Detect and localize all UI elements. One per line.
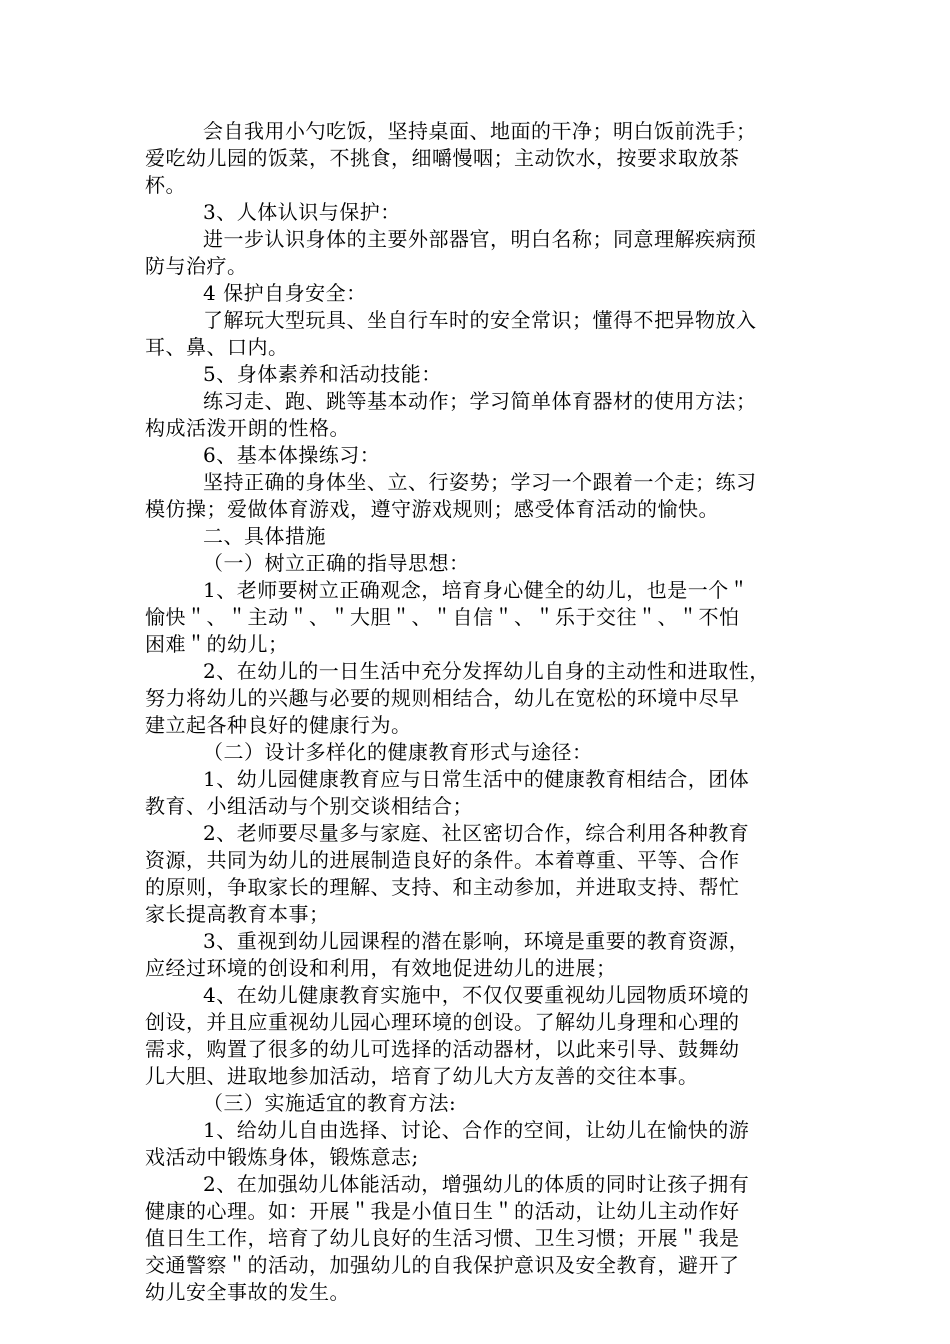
body-line: 2、在幼儿的一日生活中充分发挥幼儿自身的主动性和进取性， [203,659,770,683]
body-line: 建立起各种良好的健康行为。 [145,713,412,737]
document-body [145,118,810,1306]
subsection-heading: （一）树立正确的指导思想： [203,551,470,575]
body-line: 努力将幼儿的兴趣与必要的规则相结合，幼儿在宽松的环境中尽早 [145,686,740,710]
subsection-heading: （二）设计多样化的健康教育形式与途径： [203,740,593,764]
body-line: 健康的心理。如：开展＂我是小值日生＂的活动，让幼儿主动作好 [145,1199,740,1223]
body-line: 家长提高教育本事； [145,902,330,926]
section-heading: 二、具体措施 [203,524,326,548]
body-line: 坚持正确的身体坐、立、行姿势；学习一个跟着一个走；练习 [203,470,757,494]
body-line: 戏活动中锻炼身体，锻炼意志; [145,1145,419,1169]
body-line: 资源，共同为幼儿的进展制造良好的条件。本着尊重、平等、合作 [145,848,740,872]
body-line: 防与治疗。 [145,254,248,278]
subsection-heading: （三）实施适宜的教育方法: [203,1091,457,1115]
body-line: 3、重视到幼儿园课程的潜在影响，环境是重要的教育资源， [203,929,750,953]
body-line: 1、给幼儿自由选择、讨论、合作的空间，让幼儿在愉快的游 [203,1118,750,1142]
body-line: 1、幼儿园健康教育应与日常生活中的健康教育相结合，团体 [203,767,750,791]
body-line: 杯。 [145,173,186,197]
body-line: 需求，购置了很多的幼儿可选择的活动器材，以此来引导、鼓舞幼 [145,1037,740,1061]
body-line: 1、老师要树立正确观念，培育身心健全的幼儿，也是一个＂ [203,578,750,602]
body-line: 幼儿安全事故的发生。 [145,1280,350,1304]
body-line: 模仿操；爱做体育游戏，遵守游戏规则；感受体育活动的愉快。 [145,497,719,521]
body-line: 2、在加强幼儿体能活动，增强幼儿的体质的同时让孩子拥有 [203,1172,750,1196]
body-line: 了解玩大型玩具、坐自行车时的安全常识；懂得不把异物放入 [203,308,757,332]
body-line: 困难＂的幼儿； [145,632,289,656]
body-line: 构成活泼开朗的性格。 [145,416,350,440]
section-heading: 5、身体素养和活动技能： [203,362,442,386]
body-line: 进一步认识身体的主要外部器官，明白名称；同意理解疾病预 [203,227,757,251]
body-line: 应经过环境的创设和利用，有效地促进幼儿的进展； [145,956,617,980]
body-line: 值日生工作，培育了幼儿良好的生活习惯、卫生习惯；开展＂我是 [145,1226,740,1250]
body-line: 愉快＂、＂主动＂、＂大胆＂、＂自信＂、＂乐于交往＂、＂不怕 [145,605,740,629]
body-line: 的原则，争取家长的理解、支持、和主动参加，并进取支持、帮忙 [145,875,740,899]
body-line: 2、老师要尽量多与家庭、社区密切合作，综合利用各种教育 [203,821,750,845]
body-line: 耳、鼻、口内。 [145,335,289,359]
body-line: 儿大胆、进取地参加活动，培育了幼儿大方友善的交往本事。 [145,1064,699,1088]
body-line: 会自我用小勺吃饭，坚持桌面、地面的干净；明白饭前洗手； [203,119,757,143]
body-line: 4、在幼儿健康教育实施中，不仅仅要重视幼儿园物质环境的 [203,983,750,1007]
body-line: 练习走、跑、跳等基本动作；学习简单体育器材的使用方法； [203,389,757,413]
body-line: 爱吃幼儿园的饭菜，不挑食，细嚼慢咽；主动饮水，按要求取放茶 [145,146,740,170]
section-heading: 3、人体认识与保护： [203,200,401,224]
body-line: 交通警察＂的活动，加强幼儿的自我保护意识及安全教育，避开了 [145,1253,740,1277]
section-heading: 4 保护自身安全： [203,281,367,305]
body-line: 创设，并且应重视幼儿园心理环境的创设。了解幼儿身理和心理的 [145,1010,740,1034]
body-line: 教育、小组活动与个别交谈相结合； [145,794,473,818]
section-heading: 6、基本体操练习： [203,443,381,467]
